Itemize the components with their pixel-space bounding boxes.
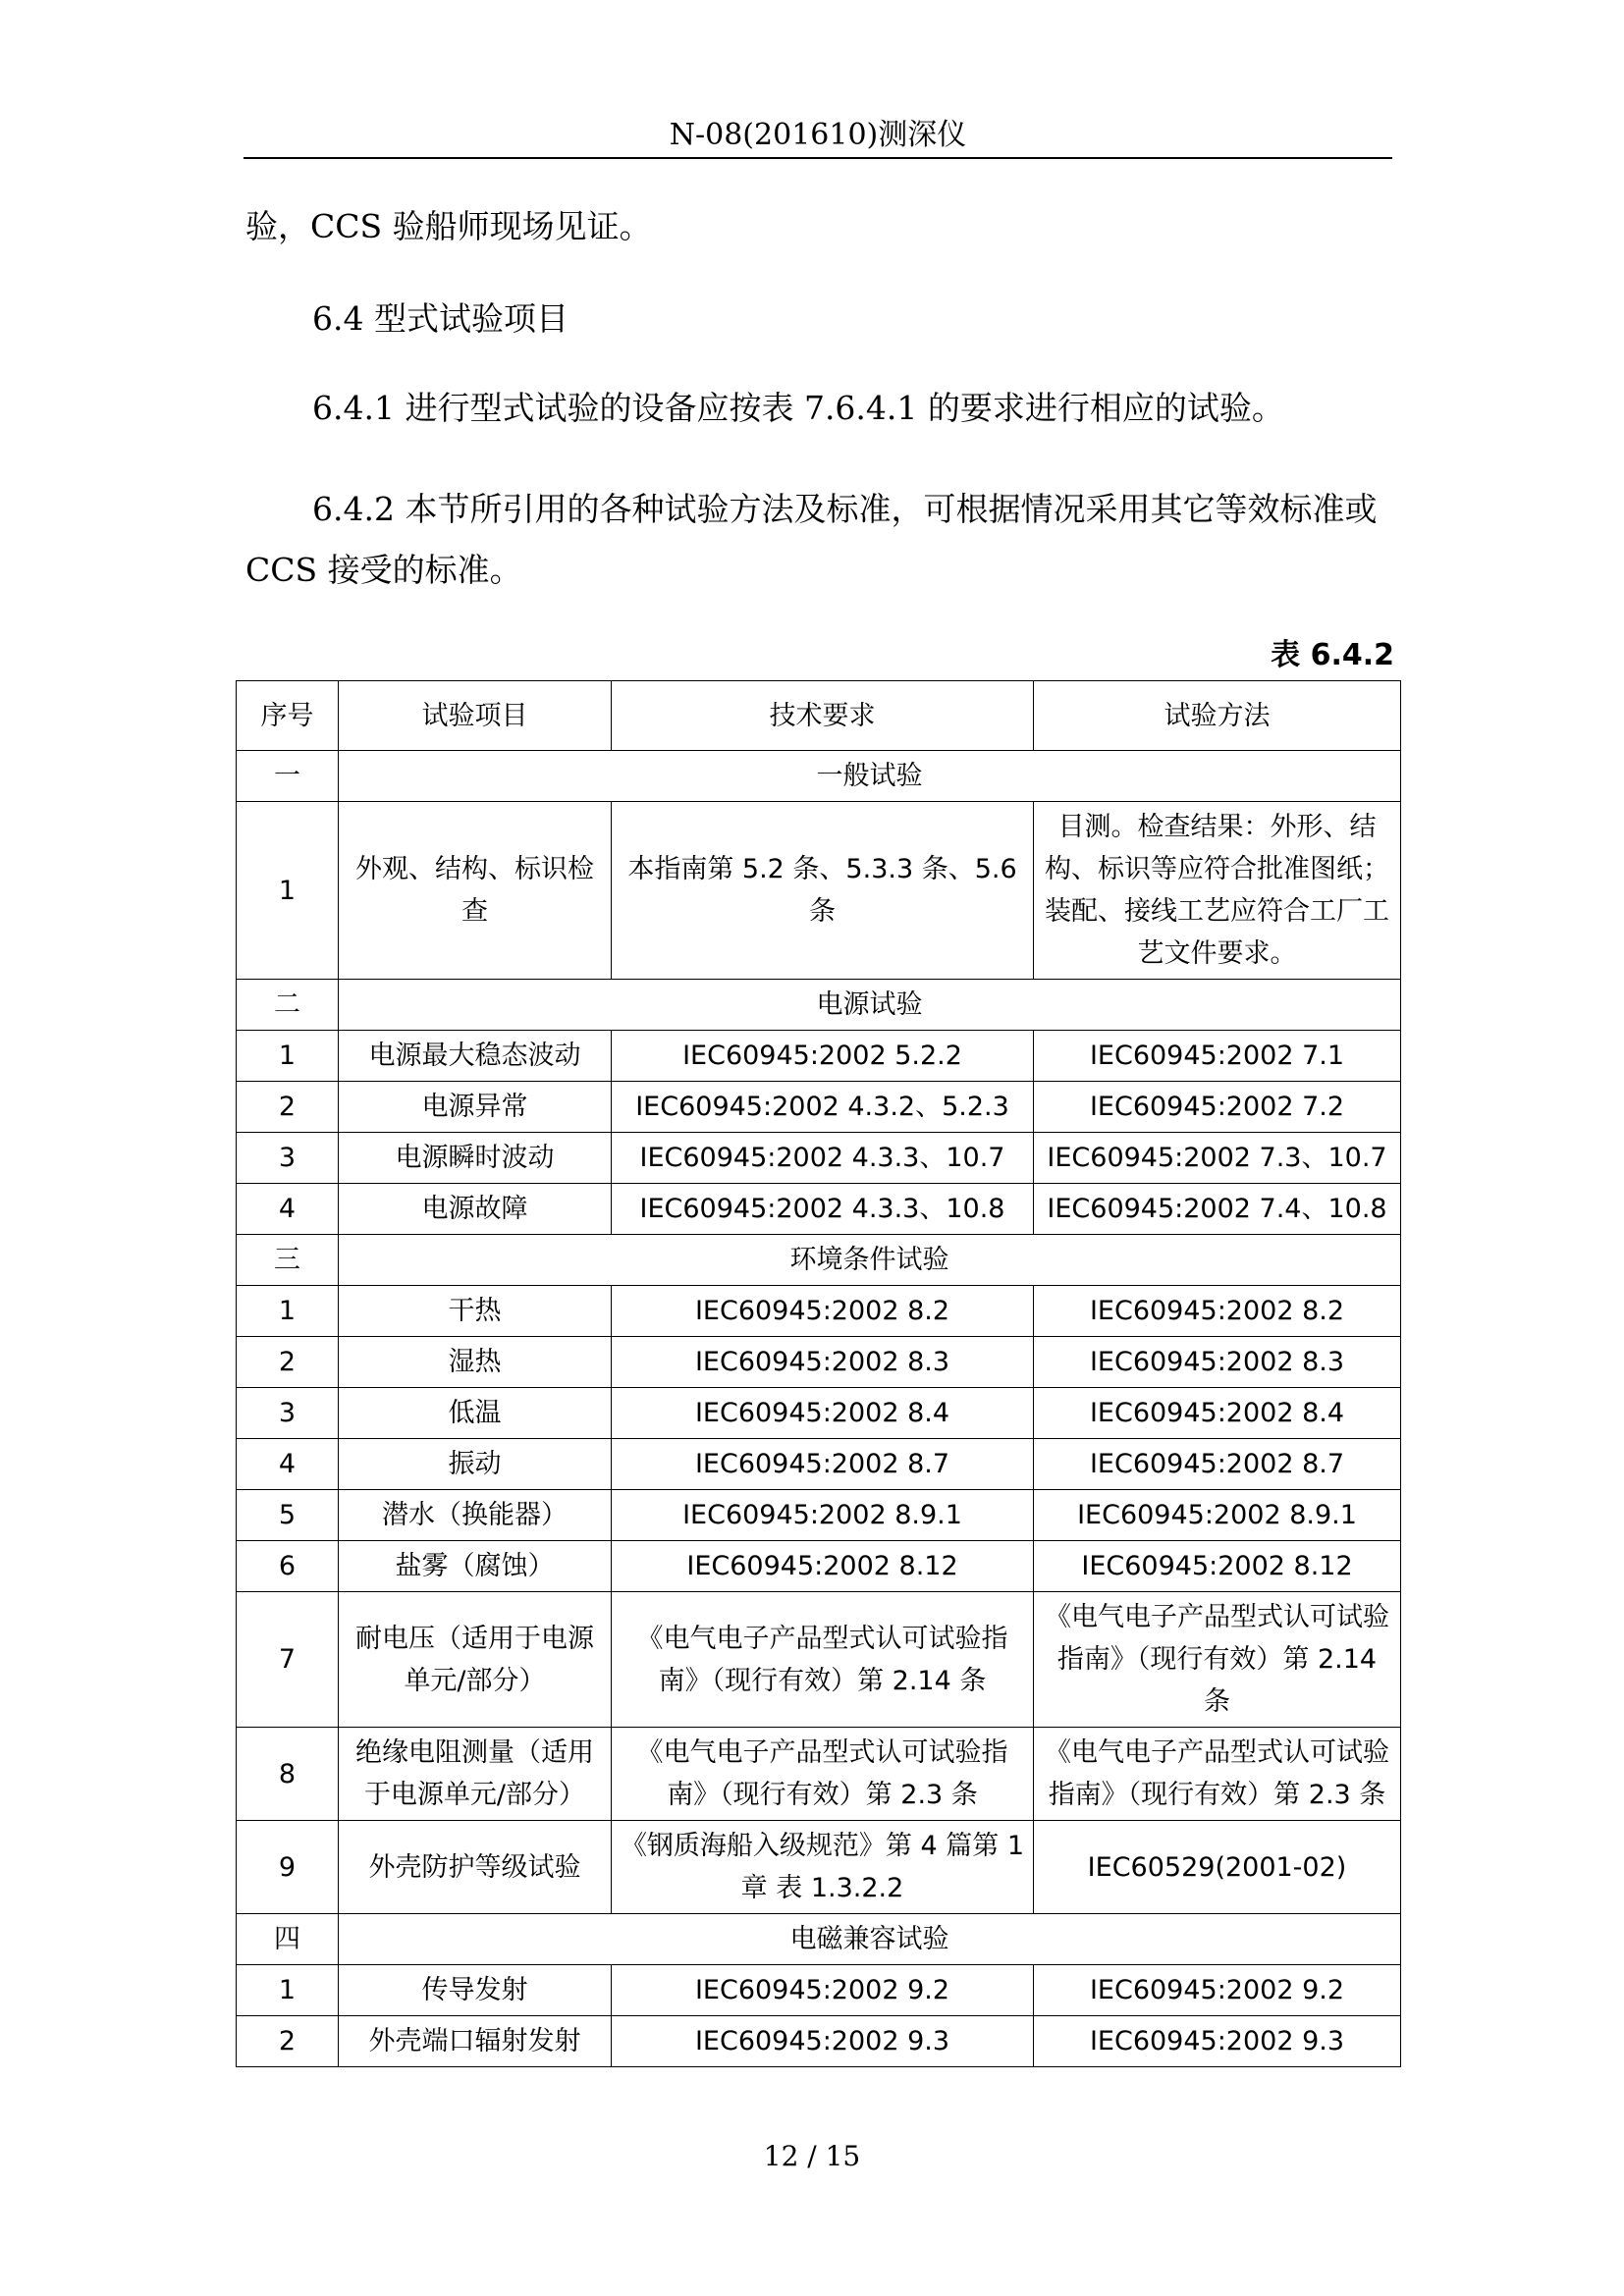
row-number: 4: [237, 1439, 339, 1490]
test-method: IEC60529(2001-02): [1034, 1821, 1401, 1914]
test-item: 外壳防护等级试验: [339, 1821, 612, 1914]
section-title: 一般试验: [339, 751, 1401, 802]
table-row: [237, 1184, 1401, 1235]
header-cell: 序号: [237, 681, 339, 751]
test-method: IEC60945:2002 8.3: [1034, 1337, 1401, 1388]
table-body: [237, 751, 1401, 2067]
test-item: 低温: [339, 1388, 612, 1439]
technical-requirement: IEC60945:2002 5.2.2: [612, 1031, 1034, 1082]
technical-requirement: 《电气电子产品型式认可试验指南》（现行有效）第 2.3 条: [612, 1728, 1034, 1821]
table-row: [237, 802, 1401, 980]
row-number: 3: [237, 1133, 339, 1184]
test-item: 湿热: [339, 1337, 612, 1388]
technical-requirement: IEC60945:2002 9.2: [612, 1965, 1034, 2016]
test-item: 电源最大稳态波动: [339, 1031, 612, 1082]
row-number: 1: [237, 1965, 339, 2016]
technical-requirement: IEC60945:2002 9.3: [612, 2016, 1034, 2067]
table-row: [237, 1031, 1401, 1082]
section-title: 电源试验: [339, 980, 1401, 1031]
technical-requirement: IEC60945:2002 4.3.3、10.7: [612, 1133, 1034, 1184]
paragraph-6-4-2: 6.4.2 本节所引用的各种试验方法及标准，可根据情况采用其它等效标准或CCS 接受的标准。: [245, 490, 1378, 589]
table-row: [237, 1821, 1401, 1914]
test-method: IEC60945:2002 7.1: [1034, 1031, 1401, 1082]
table-row: [237, 1592, 1401, 1728]
header-cell: 试验方法: [1034, 681, 1401, 751]
test-method: IEC60945:2002 7.4、10.8: [1034, 1184, 1401, 1235]
test-method: IEC60945:2002 8.7: [1034, 1439, 1401, 1490]
table-row: [237, 1490, 1401, 1541]
section-title: 电磁兼容试验: [339, 1914, 1401, 1965]
table-row: [237, 1286, 1401, 1337]
test-method: 《电气电子产品型式认可试验指南》（现行有效）第 2.3 条: [1034, 1728, 1401, 1821]
table-caption: 表 6.4.2: [1271, 638, 1394, 672]
row-number: 8: [237, 1728, 339, 1821]
paragraph-6-4-1: 6.4.1 进行型式试验的设备应按表 7.6.4.1 的要求进行相应的试验。: [312, 389, 1284, 427]
row-number: 5: [237, 1490, 339, 1541]
test-method: IEC60945:2002 8.4: [1034, 1388, 1401, 1439]
row-number: 6: [237, 1541, 339, 1592]
technical-requirement: IEC60945:2002 8.3: [612, 1337, 1034, 1388]
test-method: IEC60945:2002 8.2: [1034, 1286, 1401, 1337]
section-number: 一: [237, 751, 339, 802]
technical-requirement: IEC60945:2002 8.4: [612, 1388, 1034, 1439]
section-row: [237, 980, 1401, 1031]
test-item: 耐电压（适用于电源单元/部分）: [339, 1592, 612, 1728]
table-row: [237, 1728, 1401, 1821]
test-method: IEC60945:2002 7.2: [1034, 1082, 1401, 1133]
section-number: 四: [237, 1914, 339, 1965]
test-method: 《电气电子产品型式认可试验指南》（现行有效）第 2.14 条: [1034, 1592, 1401, 1728]
table-row: [237, 1082, 1401, 1133]
technical-requirement: IEC60945:2002 4.3.3、10.8: [612, 1184, 1034, 1235]
row-number: 7: [237, 1592, 339, 1728]
table-row: [237, 2016, 1401, 2067]
section-row: [237, 1235, 1401, 1286]
table-header-row: [237, 681, 1401, 751]
test-item: 潜水（换能器）: [339, 1490, 612, 1541]
test-items-table: [236, 680, 1401, 2067]
section-title: 环境条件试验: [339, 1235, 1401, 1286]
header-cell: 技术要求: [612, 681, 1034, 751]
page-number: 12 / 15: [763, 2140, 861, 2172]
test-item: 振动: [339, 1439, 612, 1490]
row-number: 2: [237, 1082, 339, 1133]
technical-requirement: 《电气电子产品型式认可试验指南》（现行有效）第 2.14 条: [612, 1592, 1034, 1728]
row-number: 3: [237, 1388, 339, 1439]
test-item: 盐雾（腐蚀）: [339, 1541, 612, 1592]
row-number: 9: [237, 1821, 339, 1914]
table-row: [237, 1541, 1401, 1592]
table-row: [237, 1337, 1401, 1388]
section-number: 二: [237, 980, 339, 1031]
row-number: 1: [237, 1286, 339, 1337]
test-item: 电源瞬时波动: [339, 1133, 612, 1184]
test-method: IEC60945:2002 8.9.1: [1034, 1490, 1401, 1541]
test-method: IEC60945:2002 9.2: [1034, 1965, 1401, 2016]
section-heading: 6.4 型式试验项目: [312, 299, 568, 338]
section-row: [237, 751, 1401, 802]
table-row: [237, 1133, 1401, 1184]
row-number: 2: [237, 1337, 339, 1388]
test-item: 外观、结构、标识检查: [339, 802, 612, 980]
test-item: 绝缘电阻测量（适用于电源单元/部分）: [339, 1728, 612, 1821]
test-item: 电源异常: [339, 1082, 612, 1133]
test-method: IEC60945:2002 9.3: [1034, 2016, 1401, 2067]
test-method: IEC60945:2002 7.3、10.7: [1034, 1133, 1401, 1184]
table-row: [237, 1965, 1401, 2016]
table-row: [237, 1388, 1401, 1439]
table-row: [237, 1439, 1401, 1490]
header-divider: [244, 157, 1392, 159]
test-item: 电源故障: [339, 1184, 612, 1235]
test-item: 外壳端口辐射发射: [339, 2016, 612, 2067]
section-number: 三: [237, 1235, 339, 1286]
technical-requirement: IEC60945:2002 8.7: [612, 1439, 1034, 1490]
test-item: 传导发射: [339, 1965, 612, 2016]
technical-requirement: IEC60945:2002 8.9.1: [612, 1490, 1034, 1541]
technical-requirement: IEC60945:2002 8.12: [612, 1541, 1034, 1592]
test-method: 目测。检查结果：外形、结构、标识等应符合批准图纸；装配、接线工艺应符合工厂工艺文件要求。: [1034, 802, 1401, 980]
row-number: 2: [237, 2016, 339, 2067]
row-number: 1: [237, 1031, 339, 1082]
technical-requirement: 本指南第 5.2 条、5.3.3 条、5.6 条: [612, 802, 1034, 980]
test-method: IEC60945:2002 8.12: [1034, 1541, 1401, 1592]
technical-requirement: IEC60945:2002 4.3.2、5.2.3: [612, 1082, 1034, 1133]
row-number: 4: [237, 1184, 339, 1235]
page-header: N-08(201610)测深仪: [669, 118, 967, 152]
paragraph-continuation: 验，CCS 验船师现场见证。: [245, 207, 652, 245]
header-cell: 试验项目: [339, 681, 612, 751]
technical-requirement: 《钢质海船入级规范》第 4 篇第 1 章 表 1.3.2.2: [612, 1821, 1034, 1914]
test-item: 干热: [339, 1286, 612, 1337]
technical-requirement: IEC60945:2002 8.2: [612, 1286, 1034, 1337]
row-number: 1: [237, 802, 339, 980]
section-row: [237, 1914, 1401, 1965]
